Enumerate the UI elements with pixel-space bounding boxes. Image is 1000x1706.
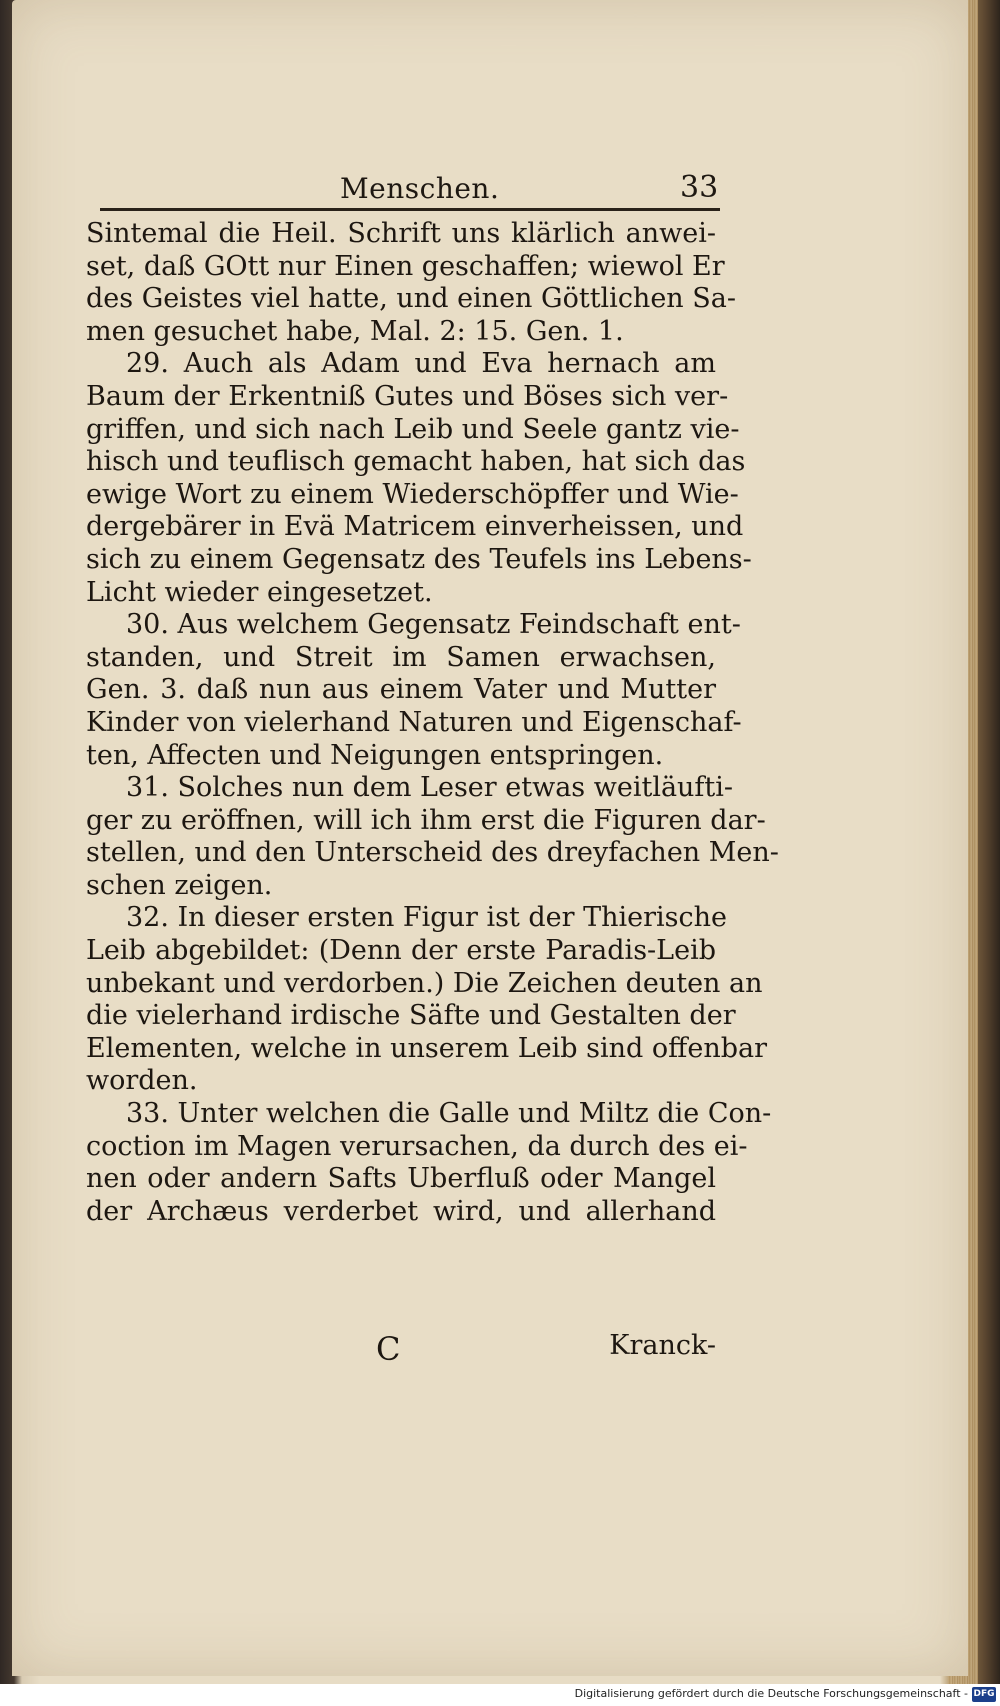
digitization-footer [0,1684,1000,1706]
text-line: schen zeigen. [86,869,273,901]
text-line: Kinder von vielerhand Naturen und Eigenschaf- [86,706,742,738]
text-line: 31. Solches nun dem Leser etwas weitläufti- [126,772,734,804]
text-line: standen, und Streit im Samen erwachsen, [86,641,716,673]
header-rule [100,208,720,211]
text-line: Leib abgebildet: (Denn der erste Paradis-Leib [86,935,716,967]
text-line: Sintemal die Heil. Schrift uns klärlich anwei- [86,218,716,249]
text-line: worden. [86,1065,198,1097]
text-line: die vielerhand irdische Säfte und Gestalten der [86,1000,736,1032]
text-line: dergebärer in Evä Matricem einverheissen, und [86,511,744,543]
text-line: 30. Aus welchem Gegensatz Feindschaft ent- [126,609,741,641]
text-line: set, daß GOtt nur Einen geschaffen; wiewol Er [86,250,725,282]
digitization-note: Digitalisierung gefördert durch die Deutsche Forschungsgemeinschaft - [574,1687,968,1700]
text-line: men gesuchet habe, Mal. 2: 15. Gen. 1. [86,315,624,347]
text-line: coction im Magen verursachen, da durch des ei- [86,1130,748,1162]
text-line: Gen. 3. daß nun aus einem Vater und Mutter [86,674,716,706]
text-line: des Geistes viel hatte, und einen Göttlichen Sa- [86,283,736,315]
text-line: nen oder andern Safts Uberfluß oder Mangel [86,1163,716,1195]
text-line: unbekant und verdorben.) Die Zeichen deuten an [86,967,763,999]
text-line: Baum der Erkentniß Gutes und Böses sich ver- [86,380,729,412]
text-line: ger zu eröffnen, will ich ihm erst die Figuren dar- [86,804,766,836]
text-line: stellen, und den Unterscheid des dreyfachen Men- [86,837,779,869]
page-number: 33 [680,170,719,205]
text-line: 29. Auch als Adam und Eva hernach am [126,348,716,380]
text-line: sich zu einem Gegensatz des Teufels ins Lebens- [86,543,752,575]
text-line: Licht wieder eingesetzet. [86,576,433,608]
text-line: ewige Wort zu einem Wiederschöpffer und Wie- [86,478,739,510]
signature-mark: C [376,1330,401,1368]
page-footer-line [86,1330,716,1368]
running-head: Menschen. [340,172,500,205]
text-line: 33. Unter welchen die Galle und Miltz die Con- [126,1098,772,1130]
catchword: Kranck- [609,1330,716,1361]
text-line: der Archæus verderbet wird, und allerhand [86,1195,716,1227]
text-line: 32. In dieser ersten Figur ist der Thierische [126,902,728,934]
dfg-logo-icon: DFG [972,1687,996,1702]
text-line: hisch und teuflisch gemacht haben, hat sich das [86,446,746,478]
text-line: Elementen, welche in unserem Leib sind offenbar [86,1032,768,1064]
text-line: griffen, und sich nach Leib und Seele gantz vie- [86,413,740,445]
text-line: ten, Affecten und Neigungen entspringen. [86,739,664,771]
body-text [86,218,779,1228]
page-header [100,168,720,208]
